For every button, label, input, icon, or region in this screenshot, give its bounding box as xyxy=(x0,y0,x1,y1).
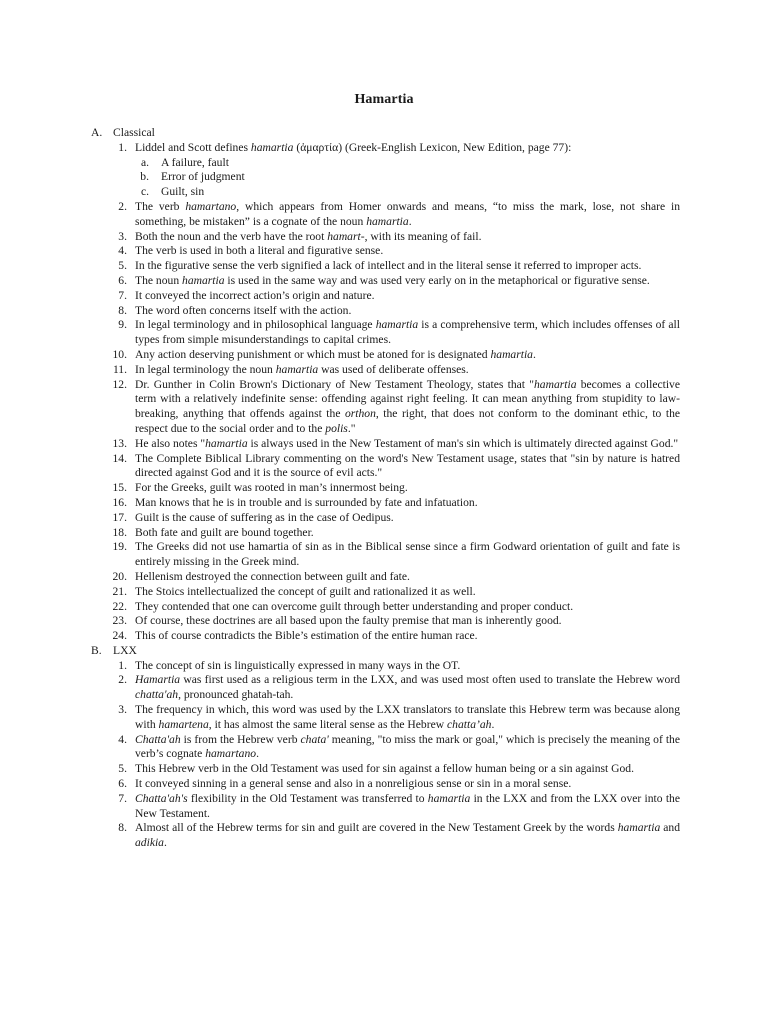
sub-list-item xyxy=(91,185,680,200)
sub-list-item-text: A failure, fault xyxy=(161,155,229,169)
list-item-number: 19. xyxy=(112,540,127,554)
list-item-text: In the figurative sense the verb signified a lack of intellect and in the literal sense it referred to improper acts. xyxy=(135,259,642,273)
page-title: Hamartia xyxy=(354,92,414,107)
list-item-text: The noun hamartia is used in the same way and was used very early on in the metaphorical or figurative sense. xyxy=(135,273,650,287)
list-item-text: This Hebrew verb in the Old Testament was used for sin against a fellow human being or a sin against God. xyxy=(135,762,635,776)
list-item-number: 10. xyxy=(112,347,127,361)
sub-list-item xyxy=(91,156,680,171)
list-item-number: 6. xyxy=(118,273,127,287)
list-item-number: 21. xyxy=(112,584,127,598)
list-item xyxy=(91,244,680,259)
list-item-text: Hellenism destroyed the connection between guilt and fate. xyxy=(135,569,410,583)
list-item xyxy=(91,777,680,792)
list-item-number: 16. xyxy=(112,495,127,509)
list-item xyxy=(91,378,680,437)
list-item xyxy=(91,792,680,822)
list-item-number: 8. xyxy=(118,821,127,835)
section-letter: B. xyxy=(91,643,102,657)
list-item-number: 2. xyxy=(118,199,127,213)
list-item-text: Chatta'ah is from the Hebrew verb chata' meaning, "to miss the mark or goal," which is precisely the meaning of the verb’s cognate hamartano. xyxy=(135,732,680,761)
sub-list-item-letter: b. xyxy=(140,170,149,184)
list-item-text: Both the noun and the verb have the root hamart-, with its meaning of fail. xyxy=(135,229,482,243)
list-item xyxy=(91,452,680,482)
list-item-text: The Greeks did not use hamartia of sin as in the Biblical sense since a firm Godward orientation of guilt and fate is entirely missing in the Greek mind. xyxy=(135,540,680,569)
list-item-number: 6. xyxy=(118,777,127,791)
sub-list-item-letter: a. xyxy=(140,155,149,169)
list-item-text: For the Greeks, guilt was rooted in man’s innermost being. xyxy=(135,481,408,495)
list-item xyxy=(91,526,680,541)
list-item-number: 9. xyxy=(118,318,127,332)
list-item xyxy=(91,304,680,319)
list-item-number: 17. xyxy=(112,510,127,524)
list-item xyxy=(91,540,680,570)
list-item-text: Liddel and Scott defines hamartia (ἁμαρτία) (Greek-English Lexicon, New Edition, page 77): xyxy=(135,140,572,154)
list-item-number: 5. xyxy=(118,762,127,776)
list-item-number: 14. xyxy=(112,451,127,465)
sub-list-item-text: Error of judgment xyxy=(161,170,245,184)
list-item xyxy=(91,363,680,378)
list-item xyxy=(91,821,680,851)
list-item-text: Both fate and guilt are bound together. xyxy=(135,525,314,539)
list-item-text: The word often concerns itself with the action. xyxy=(135,303,352,317)
list-item-number: 22. xyxy=(112,599,127,613)
list-item-text: Chatta'ah's flexibility in the Old Testament was transferred to hamartia in the LXX and from the LXX over into the New Testament. xyxy=(135,791,680,820)
section-heading xyxy=(91,644,680,659)
list-item-number: 4. xyxy=(118,732,127,746)
list-item-text: Of course, these doctrines are all based upon the faulty premise that man is inherently good. xyxy=(135,614,562,628)
list-item xyxy=(91,659,680,674)
list-item-text: Dr. Gunther in Colin Brown's Dictionary of New Testament Theology, states that "hamartia becomes a collective term with a relatively indefinite sense: offending against right feeling. It can mean anything from stupidity to law-breaking, anything that offends against the orthon, the right, that does not conform to the dominant ethic, to the respect due to the social order and to the polis." xyxy=(135,377,681,435)
list-item xyxy=(91,437,680,452)
list-item-number: 20. xyxy=(112,569,127,583)
list-item xyxy=(91,570,680,585)
list-item-text: Almost all of the Hebrew terms for sin and guilt are covered in the New Testament Greek by the words hamartia and adikia. xyxy=(135,821,680,850)
list-item xyxy=(91,762,680,777)
list-item xyxy=(91,230,680,245)
list-item xyxy=(91,600,680,615)
list-item-number: 1. xyxy=(118,140,127,154)
list-item xyxy=(91,585,680,600)
list-item xyxy=(91,348,680,363)
section-letter: A. xyxy=(91,126,103,139)
list-item-text: Any action deserving punishment or which must be atoned for is designated hamartia. xyxy=(135,347,536,361)
list-item-number: 12. xyxy=(112,377,127,391)
list-item xyxy=(91,200,680,230)
list-item-text: It conveyed the incorrect action’s origin and nature. xyxy=(135,288,375,302)
list-item-text: Man knows that he is in trouble and is surrounded by fate and infatuation. xyxy=(135,495,478,509)
sub-list-item-text: Guilt, sin xyxy=(161,185,205,199)
list-item xyxy=(91,141,680,156)
list-item-number: 5. xyxy=(118,259,127,273)
list-item xyxy=(91,629,680,644)
list-item-number: 7. xyxy=(118,791,127,805)
list-item-number: 18. xyxy=(112,525,127,539)
list-item-number: 4. xyxy=(118,244,127,258)
list-item-number: 1. xyxy=(118,658,127,672)
list-item-number: 23. xyxy=(112,614,127,628)
list-item-text: The verb hamartano, which appears from Homer onwards and means, “to miss the mark, lose, not share in something, be mistaken” is a cognate of the noun hamartia. xyxy=(135,199,680,228)
list-item-text: It conveyed sinning in a general sense and also in a nonreligious sense or sin in a moral sense. xyxy=(135,777,572,791)
section-heading xyxy=(91,126,680,141)
list-item xyxy=(91,673,680,703)
list-item-text: This of course contradicts the Bible’s estimation of the entire human race. xyxy=(135,629,478,643)
list-item-text: The Complete Biblical Library commenting on the word's New Testament usage, states that "sin by nature is hatred directed against God and it is the source of evil acts." xyxy=(135,451,680,480)
sub-list-item-letter: c. xyxy=(140,185,149,199)
list-item xyxy=(91,703,680,733)
list-item xyxy=(91,318,680,348)
sub-list-item xyxy=(91,170,680,185)
list-item xyxy=(91,496,680,511)
document-body xyxy=(91,126,680,851)
list-item xyxy=(91,511,680,526)
list-item-text: The Stoics intellectualized the concept of guilt and rationalized it as well. xyxy=(135,584,476,598)
section-heading-text: Classical xyxy=(113,126,155,139)
list-item xyxy=(91,259,680,274)
section-heading-text: LXX xyxy=(113,643,137,657)
list-item xyxy=(91,614,680,629)
list-item-number: 3. xyxy=(118,229,127,243)
list-item-number: 7. xyxy=(118,288,127,302)
list-item-text: The frequency in which, this word was used by the LXX translators to translate this Hebrew term was because along with hamartena, it has almost the same literal sense as the Hebrew chatta’ah. xyxy=(135,703,680,731)
list-item-number: 11. xyxy=(112,362,127,376)
list-item-text: Guilt is the cause of suffering as in the case of Oedipus. xyxy=(135,510,394,524)
list-item-number: 15. xyxy=(112,481,127,495)
list-item-text: He also notes "hamartia is always used in the New Testament of man's sin which is ultimately directed against God." xyxy=(135,436,679,450)
list-item xyxy=(91,733,680,763)
list-item-text: In legal terminology the noun hamartia was used of deliberate offenses. xyxy=(135,362,469,376)
list-item-number: 24. xyxy=(112,629,127,643)
list-item xyxy=(91,481,680,496)
list-item-number: 3. xyxy=(118,703,127,717)
list-item-number: 13. xyxy=(112,436,127,450)
list-item-text: The verb is used in both a literal and figurative sense. xyxy=(135,244,384,258)
list-item-text: Hamartia was first used as a religious term in the LXX, and was used most often used to translate the Hebrew word chatta'ah, pronounced ghatah-tah. xyxy=(135,673,680,702)
list-item xyxy=(91,289,680,304)
list-item-number: 8. xyxy=(118,303,127,317)
list-item-text: They contended that one can overcome guilt through better understanding and proper conduct. xyxy=(135,599,574,613)
list-item-text: The concept of sin is linguistically expressed in many ways in the OT. xyxy=(135,658,461,672)
list-item-text: In legal terminology and in philosophical language hamartia is a comprehensive term, which includes offenses of all types from simple misunderstandings to capital crimes. xyxy=(135,318,680,347)
list-item-number: 2. xyxy=(118,673,127,687)
list-item xyxy=(91,274,680,289)
